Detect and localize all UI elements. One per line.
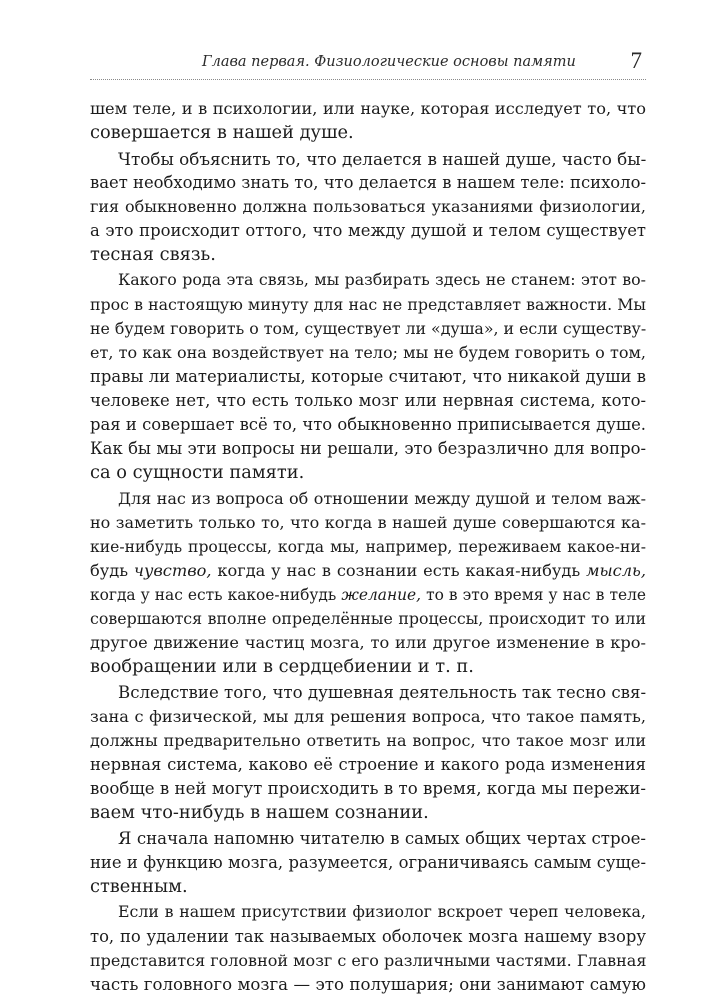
- text-line: совершается в нашей душе.: [90, 122, 354, 144]
- text-line: гия обыкновенно должна пользоваться указаниями физиологии,: [90, 196, 646, 216]
- text-line: должны предварительно ответить на вопрос, что такое мозг или: [90, 731, 646, 750]
- header-divider: [90, 79, 646, 80]
- text-line: часть головного мозга — это полушария; они занимают самую: [90, 974, 646, 994]
- text-line: зана с физической, мы для решения вопроса, что такое память,: [90, 706, 646, 726]
- text-line: тесная связь.: [90, 243, 216, 265]
- text-line: не будем говорить о том, существует ли «душа», и если существу-: [90, 318, 647, 338]
- text-line: Вследствие того, что душевная деятельность так тесно свя-: [118, 682, 647, 702]
- text-line: Чтобы объяснить то, что делается в нашей душе, часто бы-: [118, 148, 647, 169]
- text-segment: будь: [90, 560, 134, 580]
- text-line: ваем что-нибудь в нашем сознании.: [90, 802, 429, 824]
- text-line: вает необходимо знать то, что делается в нашем теле: психоло-: [90, 172, 646, 192]
- text-line: шем теле, и в психологии, или науке, которая исследует то, что: [90, 99, 646, 118]
- text-line: вообращении или в сердцебиении и т. п.: [90, 656, 474, 678]
- italic-word-mysl: мысль,: [586, 560, 646, 580]
- text-segment: то в это время у нас в теле: [421, 586, 646, 605]
- text-line: кие-нибудь процессы, когда мы, например, переживаем какое-ни-: [90, 537, 646, 556]
- text-line: нервная система, каково её строение и какого рода изменения: [90, 755, 646, 775]
- text-line: совершаются вполне определённые процессы, происходит то или: [90, 609, 646, 629]
- text-line: Какого рода эта связь, мы разбирать здесь не станем: этот во-: [118, 270, 646, 290]
- text-line: человеке нет, что есть только мозг или нервная система, кото-: [90, 390, 646, 410]
- text-line: правы ли материалисты, которые считают, что никакой души в: [90, 366, 646, 386]
- text-line: Если в нашем присутствии физиолог вскроет череп человека,: [118, 902, 646, 922]
- text-line: Я сначала напомню читателю в самых общих чертах строе-: [118, 828, 646, 848]
- text-line: представится головной мозг с его различными частями. Главная: [90, 950, 647, 970]
- text-line: рая и совершает всё то, что обыкновенно приписывается душе.: [90, 415, 646, 434]
- text-line: Как бы мы эти вопросы ни решали, это безразлично для вопро-: [90, 439, 646, 459]
- text-line: другое движение частиц мозга, то или другое изменение в кро-: [90, 633, 646, 653]
- text-line: ственным.: [90, 875, 188, 897]
- body-text: [90, 97, 646, 997]
- text-line: Для нас из вопроса об отношении между душой и телом важ-: [118, 488, 646, 508]
- text-segment: когда у нас есть какое-нибудь: [90, 586, 342, 605]
- text-line: вообще в ней могут происходить в то время, когда мы пережи-: [90, 779, 646, 799]
- text-line: ние и функцию мозга, разумеется, ограничиваясь самым суще-: [90, 852, 646, 872]
- text-line: [90, 583, 646, 607]
- text-line: то, по удалении так называемых оболочек мозга нашему взору: [90, 926, 646, 946]
- text-segment: когда у нас в сознании есть какая-нибудь: [211, 560, 587, 580]
- italic-word-chuvstvo: чувство,: [133, 560, 212, 580]
- text-line: са о сущности памяти.: [90, 462, 305, 484]
- italic-word-zhelanie: желание,: [341, 586, 421, 605]
- text-line: а это происходит оттого, что между душой и телом существует: [90, 220, 646, 240]
- page-number: 7: [630, 48, 642, 73]
- running-title: Глава первая. Физиологические основы памяти: [202, 54, 576, 70]
- text-line: но заметить только то, что когда в нашей душе совершаются ка-: [90, 512, 646, 532]
- text-line: [90, 559, 646, 583]
- text-line: ет, то как она воздействует на тело; мы не будем говорить о том,: [90, 342, 646, 362]
- text-line: прос в настоящую минуту для нас не представляет важности. Мы: [90, 294, 646, 314]
- running-head: [90, 48, 646, 78]
